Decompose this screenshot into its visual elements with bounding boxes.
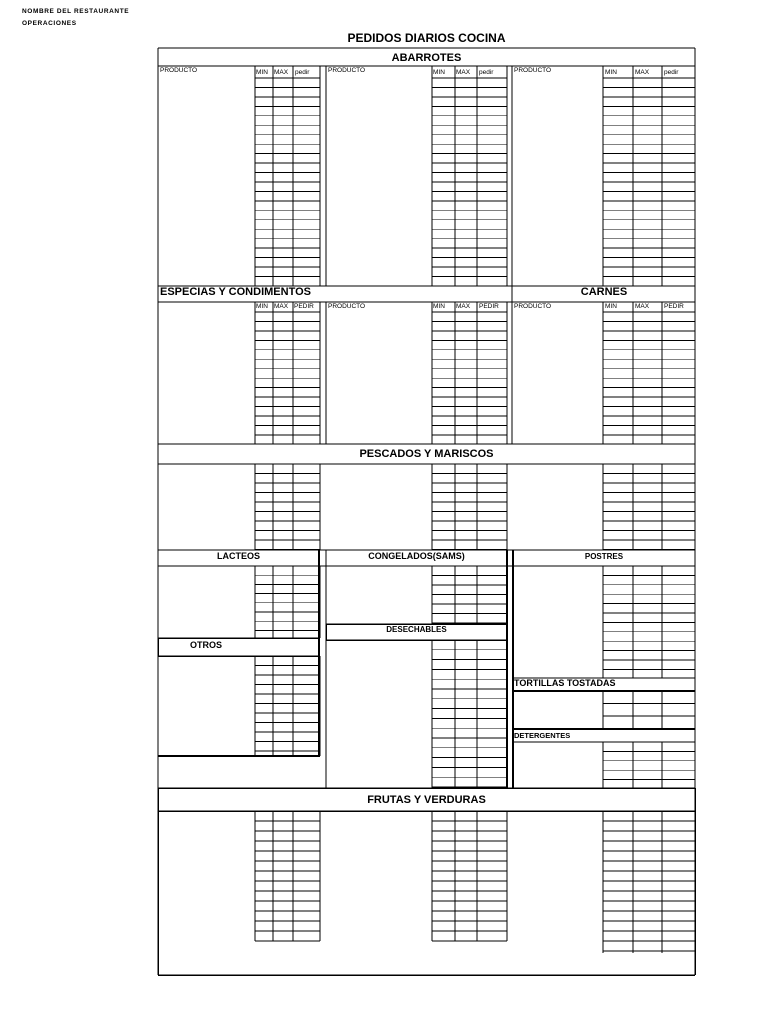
col-producto: PRODUCTO [160,67,198,74]
col-pedir: pedir [664,69,679,76]
section-abarrotes: ABARROTES [391,52,462,64]
section-especias: ESPECIAS Y CONDIMENTOS [160,286,311,298]
form-title: PEDIDOS DIARIOS COCINA [347,31,506,45]
col-producto: PRODUCTO [514,67,552,74]
col-max: MAX [274,303,289,310]
col-max: MAX [635,69,650,76]
col-producto: PRODUCTO [514,303,552,310]
section-pescados: PESCADOS Y MARISCOS [359,448,494,460]
section-postres: POSTRES [584,552,624,561]
col-max: MAX [274,69,289,76]
col-min: MIN [256,69,268,76]
col-max: MAX [456,303,471,310]
col-producto: PRODUCTO [328,303,366,310]
section-desechables: DESECHABLES [386,625,447,634]
operations-label: OPERACIONES [22,20,77,27]
col-max: MAX [456,69,471,76]
col-pedir: pedir [295,69,310,76]
col-min: MIN [605,69,617,76]
restaurant-name: NOMBRE DEL RESTAURANTE [22,8,130,15]
col-min: MIN [433,69,445,76]
col-min: MIN [605,303,617,310]
col-max: MAX [635,303,650,310]
col-pedir: pedir [479,69,494,76]
col-min: MIN [256,303,268,310]
col-pedir: PEDIR [479,303,499,310]
col-min: MIN [433,303,445,310]
col-pedir: PEDIR [664,303,684,310]
section-otros: OTROS [190,640,223,650]
section-congelados: CONGELADOS(SAMS) [368,551,465,561]
section-lacteos: LACTEOS [216,551,260,561]
col-pedir: PEDIR [294,303,314,310]
section-tortillas: TORTILLAS TOSTADAS [514,678,616,688]
section-detergentes: DETERGENTES [514,731,571,740]
col-producto: PRODUCTO [328,67,366,74]
section-carnes: CARNES [580,286,628,298]
section-frutas: FRUTAS Y VERDURAS [367,794,486,806]
